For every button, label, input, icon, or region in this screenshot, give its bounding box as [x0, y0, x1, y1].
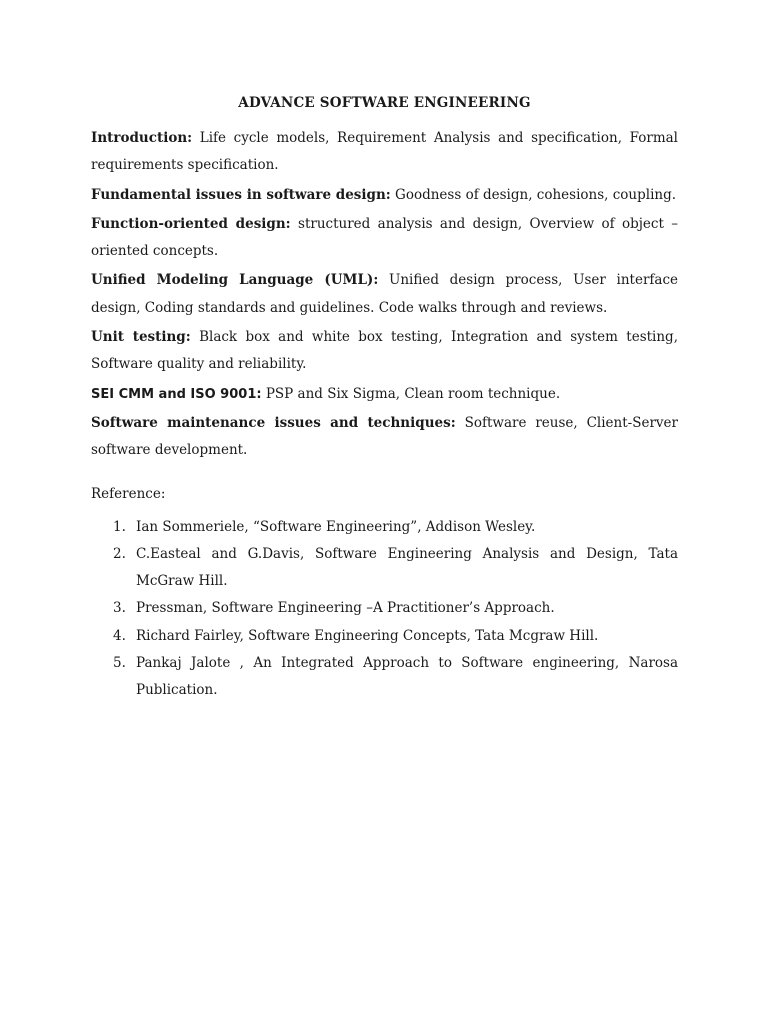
- topic-function-oriented-design: [91, 211, 678, 266]
- topic-software-maintenance: [91, 410, 678, 465]
- reference-number: 5.: [113, 655, 126, 672]
- topic-unit-testing: [91, 324, 678, 379]
- topic-text: Black box and white box testing, Integration and system testing, Software quality and reliability.: [91, 329, 678, 373]
- topic-introduction: [91, 125, 678, 180]
- reference-text: C.Easteal and G.Davis, Software Engineering Analysis and Design, Tata McGraw Hill.: [136, 545, 678, 590]
- reference-number: 1.: [113, 518, 126, 535]
- topic-heading: Software maintenance issues and techniques:: [91, 414, 456, 431]
- reference-number: 3.: [113, 600, 126, 617]
- reference-number: 2.: [113, 545, 126, 562]
- reference-list: [91, 514, 678, 705]
- topic-text: Goodness of design, cohesions, coupling.: [390, 186, 677, 203]
- topic-heading: Fundamental issues in software design:: [91, 186, 391, 203]
- reference-text: Pressman, Software Engineering –A Practitioner’s Approach.: [136, 600, 555, 617]
- document-page: [91, 93, 678, 705]
- reference-item: [113, 514, 678, 541]
- topic-heading: Unit testing:: [91, 329, 191, 346]
- topic-fundamental-issues: [91, 182, 678, 209]
- reference-text: Pankaj Jalote , An Integrated Approach to Software engineering, Narosa Publication.: [136, 655, 678, 699]
- topic-heading: Function-oriented design:: [91, 215, 291, 232]
- document-title: ADVANCE SOFTWARE ENGINEERING: [238, 95, 531, 111]
- reference-item: [113, 541, 678, 596]
- reference-text: Richard Fairley, Software Engineering Concepts, Tata Mcgraw Hill.: [136, 627, 599, 644]
- topic-text: Software reuse, Client-Server software development.: [91, 414, 678, 459]
- topic-heading: Unified Modeling Language (UML):: [91, 272, 379, 289]
- reference-item: [113, 595, 678, 622]
- reference-item: [113, 623, 678, 650]
- topic-text: Life cycle models, Requirement Analysis and specification, Formal requirements specification.: [91, 130, 678, 174]
- topic-uml: [91, 267, 678, 322]
- topic-text: PSP and Six Sigma, Clean room technique.: [261, 385, 561, 402]
- topic-heading: Introduction:: [91, 130, 193, 146]
- topic-sei-cmm: [91, 381, 678, 408]
- topic-heading: SEI CMM and ISO 9001:: [91, 386, 262, 402]
- reference-number: 4.: [113, 627, 126, 644]
- reference-label: Reference:: [91, 485, 166, 502]
- topic-text: structured analysis and design, Overview of object –oriented concepts.: [91, 215, 679, 260]
- reference-item: [113, 650, 678, 705]
- topic-text: Unified design process, User interface design, Coding standards and guidelines. Code walks through and reviews.: [91, 272, 678, 316]
- reference-text: Ian Sommeriele, “Software Engineering”, Addison Wesley.: [136, 518, 536, 535]
